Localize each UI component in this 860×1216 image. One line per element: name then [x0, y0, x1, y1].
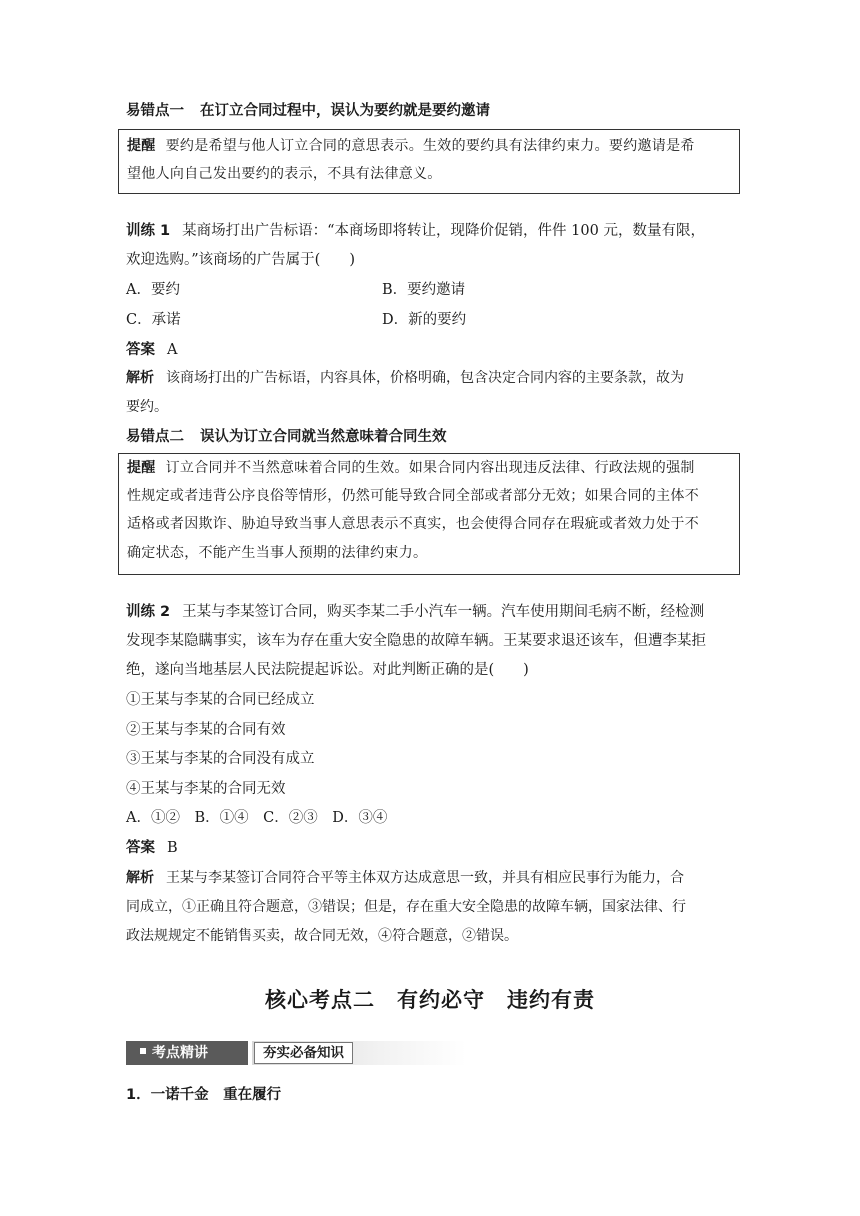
tip-line: 提醒 订立合同并不当然意味着合同的生效。如果合同内容出现违反法律、行政法规的强制	[127, 460, 695, 476]
exercise-2-options: A．①② B．①④ C．②③ D．③④	[126, 810, 388, 826]
exercise-1-label: 训练 1	[126, 223, 171, 239]
exercise-2-analysis-cont: 政法规规定不能销售买卖，故合同无效，④符合题意，②错误。	[126, 928, 518, 944]
pitfall-1-title: 在订立合同过程中，误认为要约就是要约邀请	[200, 103, 490, 119]
tip-label: 提醒	[127, 460, 156, 476]
exercise-1-analysis-cont: 要约。	[126, 399, 168, 415]
exercise-2-answer: 答案 B	[126, 840, 178, 856]
statement-1: ①王某与李某的合同已经成立	[126, 692, 315, 708]
section-banner	[126, 1041, 466, 1065]
tip-line: 适格或者因欺诈、胁迫导致当事人意思表示不真实，也会使得合同存在瑕疵或者效力处于不	[127, 516, 699, 532]
exercise-2-question: 训练 2 王某与李某签订合同，购买李某二手小汽车一辆。汽车使用期间毛病不断，经检测	[126, 604, 705, 620]
option-b: B．要约邀请	[382, 282, 466, 298]
pitfall-2-heading	[126, 427, 447, 447]
exercise-2-question-cont: 绝，遂向当地基层人民法院提起诉讼。对此判断正确的是( )	[126, 662, 529, 678]
pitfall-1-label: 易错点一	[126, 103, 184, 119]
square-icon	[140, 1048, 146, 1054]
tip-line: 确定状态，不能产生当事人预期的法律约束力。	[127, 545, 428, 561]
pitfall-1-tip-box	[118, 129, 740, 194]
subsection-item-1: 1．一诺千金 重在履行	[126, 1087, 282, 1103]
tip-line: 望他人向自己发出要约的表示，不具有法律意义。	[127, 166, 442, 182]
pitfall-2-label: 易错点二	[126, 429, 184, 445]
tip-line: 提醒 要约是希望与他人订立合同的意思表示。生效的要约具有法律约束力。要约邀请是希	[127, 138, 695, 154]
option-c: C．承诺	[126, 312, 181, 328]
statement-4: ④王某与李某的合同无效	[126, 781, 286, 797]
exercise-1-answer: 答案 A	[126, 342, 178, 358]
exercise-2-question-cont: 发现李某隐瞒事实，该车为存在重大安全隐患的故障车辆。王某要求退还该车，但遭李某拒	[126, 633, 706, 649]
pitfall-2-tip-box	[118, 453, 740, 575]
pitfall-1-heading	[126, 101, 490, 121]
pitfall-2-title: 误认为订立合同就当然意味着合同生效	[200, 429, 447, 445]
exercise-1-analysis: 解析 该商场打出的广告标语，内容具体，价格明确，包含决定合同内容的主要条款，故为	[126, 370, 684, 386]
tip-line: 性规定或者违背公序良俗等情形，仍然可能导致合同全部或者部分无效；如果合同的主体不	[127, 488, 699, 504]
banner-tag: 夯实必备知识	[254, 1042, 353, 1064]
banner-dark-label: 考点精讲	[126, 1041, 248, 1065]
exercise-2-label: 训练 2	[126, 604, 171, 620]
statement-2: ②王某与李某的合同有效	[126, 722, 286, 738]
section-heading: 核心考点二 有约必守 违约有责	[265, 988, 595, 1012]
statement-3: ③王某与李某的合同没有成立	[126, 751, 315, 767]
exercise-1-question: 训练 1 某商场打出广告标语：“本商场即将转让，现降价促销，件件 100 元，数量有限，	[126, 223, 705, 239]
exercise-2-analysis: 解析 王某与李某签订合同符合平等主体双方达成意思一致，并具有相应民事行为能力，合	[126, 870, 684, 886]
tip-label: 提醒	[127, 138, 156, 154]
option-d: D．新的要约	[382, 312, 467, 328]
exercise-2-analysis-cont: 同成立，①正确且符合题意，③错误；但是，存在重大安全隐患的故障车辆，国家法律、行	[126, 899, 686, 915]
exercise-1-question-cont: 欢迎选购。”该商场的广告属于( )	[126, 252, 355, 268]
option-a: A．要约	[126, 282, 180, 298]
